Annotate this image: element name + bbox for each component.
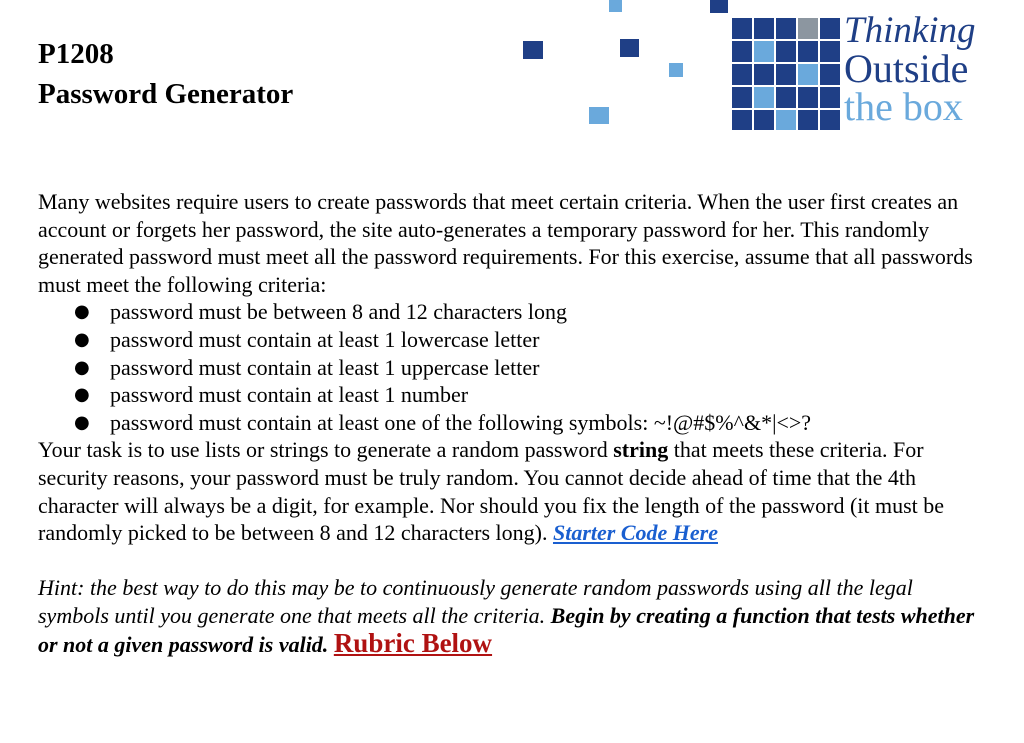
bullet-icon: ●	[74, 356, 90, 378]
logo-grid-square	[776, 41, 796, 62]
hint-paragraph	[38, 574, 988, 658]
logo-grid-square	[820, 18, 840, 39]
logo-grid-square	[798, 41, 818, 62]
logo-grid-square	[732, 41, 752, 62]
bullet-icon: ●	[74, 328, 90, 350]
logo-squares-graphic	[520, 0, 840, 130]
logo-grid-square	[798, 64, 818, 85]
criteria-item	[38, 326, 988, 354]
logo-grid-square	[798, 18, 818, 39]
document-title	[38, 34, 293, 114]
logo-grid-square	[798, 110, 818, 130]
logo-grid-square	[798, 87, 818, 108]
hint-bold-text: Begin by creating a function that tests whether or not a given password is valid.	[38, 602, 975, 657]
criteria-text: password must contain at least 1 number	[110, 382, 469, 408]
logo-grid-square	[776, 18, 796, 39]
logo-grid-square	[732, 64, 752, 85]
logo-grid-square	[820, 110, 840, 130]
logo-grid-square	[754, 110, 774, 130]
intro-paragraph: Many websites require users to create passwords that meet certain criteria. When the user first creates an account or forgets her password, the site auto-generates a temporary password for her. This randomly generated password must meet all the password requirements. For this exercise, assume that all passwords must meet the following criteria:	[38, 189, 973, 297]
assignment-body	[38, 188, 988, 658]
logo-grid-square	[732, 87, 752, 108]
bullet-icon: ●	[74, 384, 90, 406]
criteria-item	[38, 409, 988, 437]
logo-line-thinking: Thinking	[844, 10, 976, 51]
task-paragraph	[38, 436, 988, 546]
logo-grid-square	[732, 18, 752, 39]
logo-grid-square	[820, 41, 840, 62]
bullet-icon: ●	[74, 301, 90, 323]
logo-grid-square	[732, 110, 752, 130]
logo-grid-square	[754, 64, 774, 85]
logo-grid-square	[776, 64, 796, 85]
criteria-item	[38, 298, 988, 326]
logo-text	[844, 10, 976, 129]
criteria-text: password must contain at least one of the following symbols: ~!@#$%^&*|<>?	[110, 409, 812, 435]
logo-line-the-box: the box	[844, 84, 963, 129]
logo-grid-square	[754, 41, 774, 62]
criteria-item	[38, 381, 988, 409]
bullet-icon: ●	[74, 411, 90, 433]
criteria-text: password must contain at least 1 lowercase letter	[110, 326, 540, 352]
logo-grid-square	[820, 64, 840, 85]
criteria-text: password must contain at least 1 uppercase letter	[110, 354, 540, 380]
thinking-outside-the-box-logo	[520, 0, 1000, 130]
task-bold-word: string	[613, 437, 669, 463]
logo-grid-square	[754, 18, 774, 39]
logo-grid-square	[776, 87, 796, 108]
logo-grid-square	[754, 87, 774, 108]
task-text-start: Your task is to use lists or strings to generate a random password	[38, 437, 614, 463]
criteria-text: password must be between 8 and 12 characters long	[110, 299, 567, 325]
logo-grid-square	[776, 110, 796, 130]
logo-grid-square	[820, 87, 840, 108]
criteria-list	[38, 298, 988, 436]
criteria-item	[38, 354, 988, 382]
assignment-title: Password Generator	[38, 78, 294, 110]
task-text-end: that meets these criteria. For security reasons, your password must be truly random. You cannot decide ahead of time that the 4th character will always be a digit, for example. Nor should you fix the length of the password (it must be randomly picked to be between 8 and 12 characters long).	[38, 437, 945, 546]
starter-code-link[interactable]: Starter Code Here	[552, 520, 718, 546]
assignment-code: P1208	[38, 38, 114, 70]
logo-line-outside: Outside	[844, 46, 969, 91]
rubric-link[interactable]: Rubric Below	[333, 627, 493, 658]
hint-text: Hint: the best way to do this may be to continuously generate random passwords using all the legal symbols until you generate one that meets all the criteria.	[38, 575, 913, 628]
